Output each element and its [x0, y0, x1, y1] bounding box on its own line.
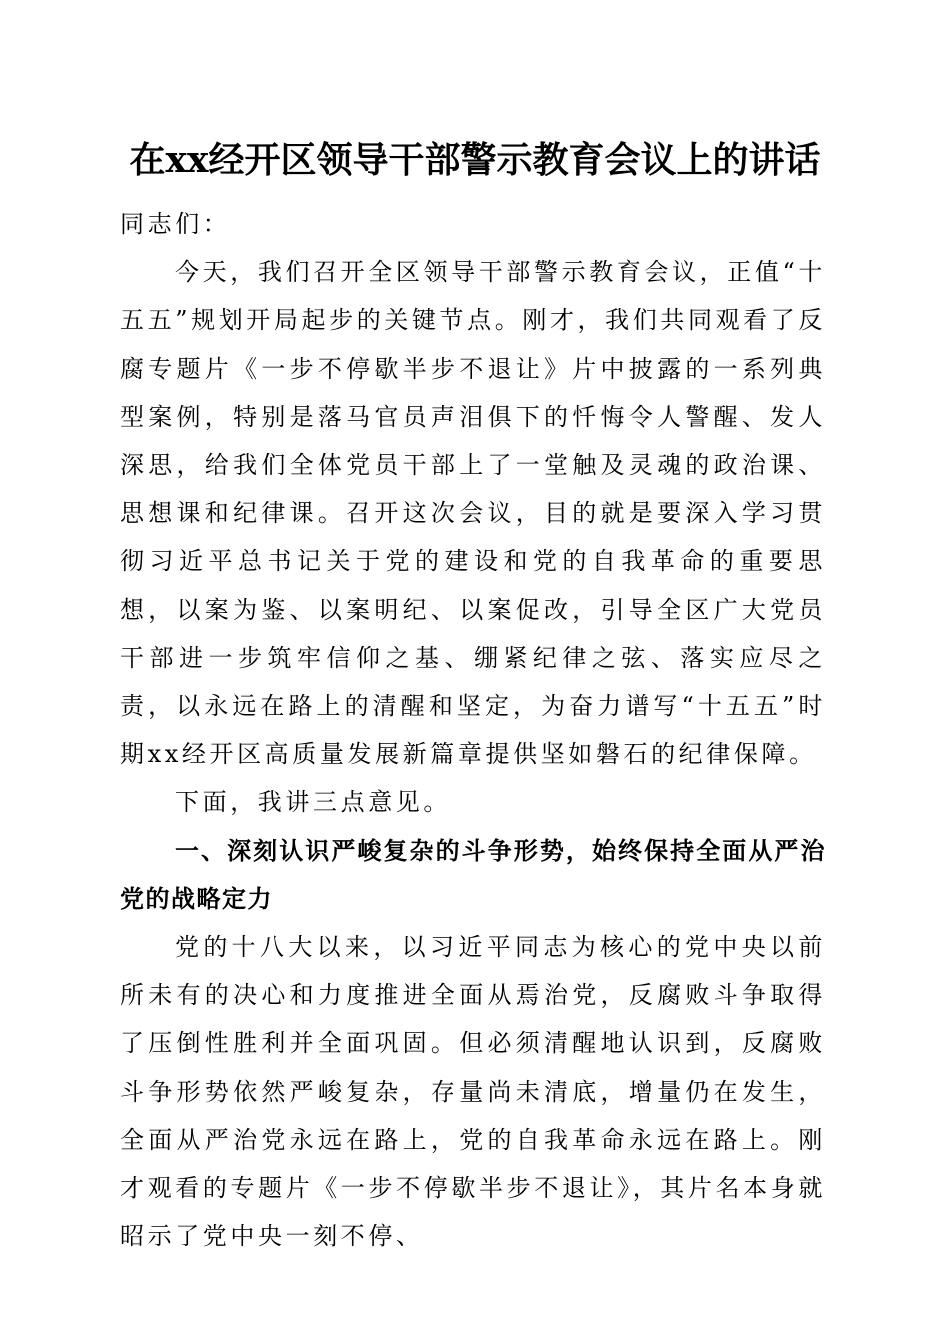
section-heading-1: 一、深刻认识严峻复杂的斗争形势，始终保持全面从严治党的战略定力 [120, 836, 826, 913]
paragraph-opening: 今天，我们召开全区领导干部警示教育会议，正值“十五五”规划开局起步的关键节点。刚才，我们共同观看了反腐专题片《一步不停歇半步不退让》片中披露的一系列典型案例，特别是落马官员声泪俱下的忏悔令人警醒、发人深思，给我们全体党员干部上了一堂触及灵魂的政治课、思想课和纪律课。召开这次会议，目的就是要深入学习贯彻习近平总书记关于党的建设和党的自我革命的重要思想，以案为鉴、以案明纪、以案促改，引导全区广大党员干部进一步筑牢信仰之基、绷紧纪律之弦、落实应尽之责，以永远在路上的清醒和坚定，为奋力谱写“十五五”时期xx经开区高质量发展新篇章提供坚如磐石的纪律保障。 [120, 258, 826, 769]
document-body [120, 200, 826, 1260]
document-title: 在xx经开区领导干部警示教育会议上的讲话 [129, 139, 821, 181]
paragraph-transition: 下面，我讲三点意见。 [175, 788, 451, 817]
salutation: 同志们： [120, 210, 231, 238]
paragraph-section-1: 党的十八大以来，以习近平同志为核心的党中央以前所未有的决心和力度推进全面从焉治党，反腐败斗争取得了压倒性胜利并全面巩固。但必须清醒地认识到，反腐败斗争形势依然严峻复杂，存量尚未清底，增量仍在发生，全面从严治党永远在路上，党的自我革命永远在路上。刚才观看的专题片《一步不停歇半步不退让》，其片名本身就昭示了党中央一刻不停、 [120, 933, 826, 1251]
